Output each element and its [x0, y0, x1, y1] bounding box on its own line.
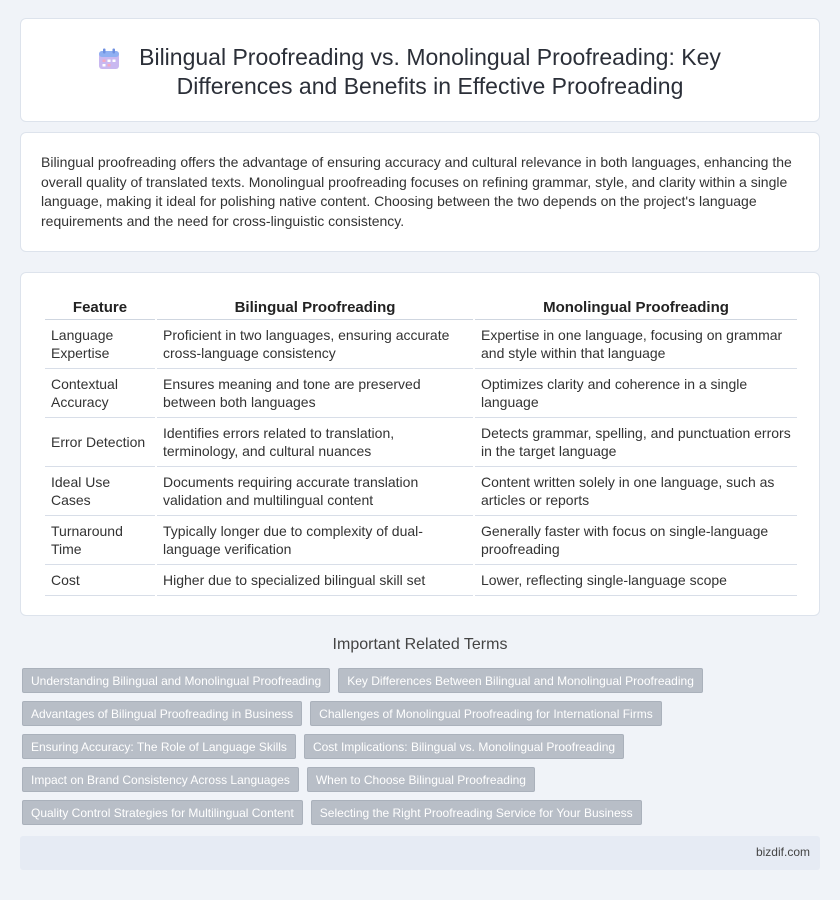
footer-bar [20, 836, 820, 870]
related-term-tag[interactable]: When to Choose Bilingual Proofreading [307, 767, 535, 792]
page-title: Bilingual Proofreading vs. Monolingual Proofreading: Key Differences and Benefits in Effective Proofreading [139, 44, 721, 99]
table-header-row [45, 295, 797, 320]
related-term-tag[interactable]: Understanding Bilingual and Monolingual Proofreading [22, 668, 330, 693]
monolingual-cell: Detects grammar, spelling, and punctuation errors in the target language [475, 418, 797, 467]
table-row [45, 467, 797, 516]
monolingual-cell: Expertise in one language, focusing on grammar and style within that language [475, 320, 797, 369]
related-term-tag[interactable]: Ensuring Accuracy: The Role of Language Skills [22, 734, 296, 759]
intro-paragraph: Bilingual proofreading offers the advantage of ensuring accuracy and cultural relevance in both languages, enhancing the overall quality of translated texts. Monolingual proofreading focuses on refining grammar, style, and clarity within a single language, making it ideal for polishing native content. Choosing between the two depends on the project's language requirements and the need for cross-linguistic consistency. [41, 154, 792, 229]
feature-cell: Language Expertise [45, 320, 155, 369]
table-row [45, 320, 797, 369]
bilingual-cell: Typically longer due to complexity of dual-language verification [157, 516, 473, 565]
related-terms-heading: Important Related Terms [332, 636, 508, 653]
column-header-feature: Feature [45, 295, 155, 320]
bilingual-cell: Proficient in two languages, ensuring accurate cross-language consistency [157, 320, 473, 369]
feature-cell: Ideal Use Cases [45, 467, 155, 516]
footer-site-link[interactable]: bizdif.com [755, 845, 810, 859]
bilingual-cell: Documents requiring accurate translation validation and multilingual content [157, 467, 473, 516]
bilingual-cell: Identifies errors related to translation, terminology, and cultural nuances [157, 418, 473, 467]
related-term-tag[interactable]: Challenges of Monolingual Proofreading for International Firms [310, 701, 662, 726]
monolingual-cell: Generally faster with focus on single-language proofreading [475, 516, 797, 565]
feature-cell: Cost [45, 565, 155, 596]
feature-cell: Contextual Accuracy [45, 369, 155, 418]
related-term-tag[interactable]: Impact on Brand Consistency Across Languages [22, 767, 299, 792]
table-row [45, 418, 797, 467]
comparison-table [43, 295, 799, 596]
related-terms-list [22, 668, 822, 825]
feature-cell: Error Detection [45, 418, 155, 467]
column-header-monolingual: Monolingual Proofreading [475, 295, 797, 320]
bilingual-cell: Ensures meaning and tone are preserved between both languages [157, 369, 473, 418]
table-row [45, 369, 797, 418]
related-term-tag[interactable]: Advantages of Bilingual Proofreading in Business [22, 701, 302, 726]
monolingual-cell: Optimizes clarity and coherence in a single language [475, 369, 797, 418]
feature-cell: Turnaround Time [45, 516, 155, 565]
comparison-table-card [20, 272, 820, 616]
related-term-tag[interactable]: Cost Implications: Bilingual vs. Monolingual Proofreading [304, 734, 624, 759]
table-row [45, 565, 797, 596]
intro-card [20, 132, 820, 252]
related-term-tag[interactable]: Selecting the Right Proofreading Service for Your Business [311, 800, 642, 825]
monolingual-cell: Content written solely in one language, such as articles or reports [475, 467, 797, 516]
table-row [45, 516, 797, 565]
related-term-tag[interactable]: Key Differences Between Bilingual and Monolingual Proofreading [338, 668, 703, 693]
title-card [20, 18, 820, 122]
bilingual-cell: Higher due to specialized bilingual skill set [157, 565, 473, 596]
monolingual-cell: Lower, reflecting single-language scope [475, 565, 797, 596]
related-term-tag[interactable]: Quality Control Strategies for Multilingual Content [22, 800, 303, 825]
column-header-bilingual: Bilingual Proofreading [157, 295, 473, 320]
